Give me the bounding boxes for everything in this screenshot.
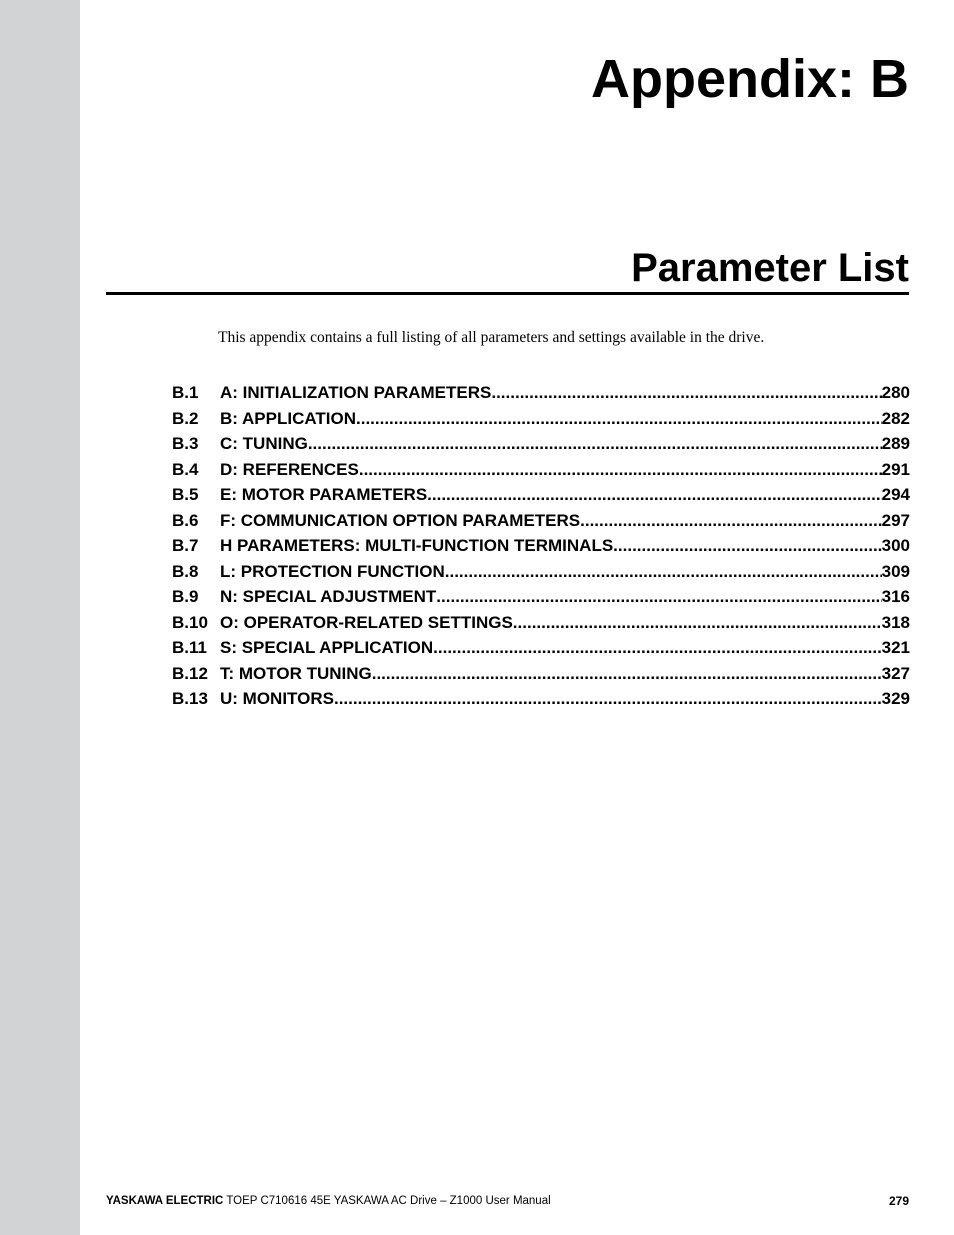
- toc-entry-page: 309: [881, 561, 910, 581]
- side-margin-band: [0, 0, 80, 1235]
- toc-dot-leader: [356, 406, 882, 432]
- toc-entry-page: 316: [881, 587, 910, 606]
- section-title: Parameter List: [631, 246, 909, 290]
- toc-entry[interactable]: [172, 457, 910, 483]
- toc-entry-number: B.11: [172, 638, 207, 657]
- toc-entry-label: C: TUNING: [220, 434, 308, 453]
- footer-page-number: 279: [888, 1194, 909, 1208]
- table-of-contents: [172, 380, 910, 712]
- appendix-title: Appendix: B: [591, 49, 909, 109]
- toc-entry-page: 294: [881, 485, 910, 504]
- toc-dot-leader: [613, 533, 881, 559]
- toc-entry[interactable]: [172, 406, 910, 432]
- toc-entry[interactable]: [172, 482, 910, 508]
- toc-entry-number: B.5: [172, 485, 199, 504]
- toc-entry-label: H PARAMETERS: MULTI-FUNCTION TERMINALS: [220, 536, 614, 555]
- toc-entry[interactable]: [172, 610, 910, 636]
- toc-dot-leader: [427, 482, 881, 508]
- toc-entry-label: E: MOTOR PARAMETERS: [220, 485, 428, 504]
- toc-entry-label: F: COMMUNICATION OPTION PARAMETERS: [220, 510, 581, 530]
- toc-entry-number: B.1: [172, 383, 199, 402]
- toc-entry-label: N: SPECIAL ADJUSTMENT: [220, 587, 437, 606]
- toc-dot-leader: [433, 635, 881, 661]
- intro-paragraph: This appendix contains a full listing of all parameters and settings available in the drive.: [218, 329, 765, 346]
- toc-entry-page: 297: [881, 510, 910, 530]
- toc-entry-page: 321: [881, 638, 910, 657]
- toc-entry-number: B.3: [172, 434, 199, 453]
- toc-entry-number: B.6: [172, 510, 199, 530]
- toc-entry[interactable]: [172, 635, 910, 661]
- toc-entry-label: D: REFERENCES: [220, 459, 359, 479]
- toc-dot-leader: [445, 559, 882, 585]
- toc-entry[interactable]: [172, 559, 910, 585]
- toc-dot-leader: [359, 457, 882, 483]
- toc-dot-leader: [513, 610, 882, 636]
- toc-entry-page: 280: [881, 383, 910, 402]
- toc-entry[interactable]: [172, 661, 910, 687]
- toc-entry-label: A: INITIALIZATION PARAMETERS: [220, 383, 492, 402]
- toc-entry-number: B.4: [172, 459, 199, 479]
- toc-dot-leader: [308, 431, 882, 457]
- footer-brand: YASKAWA ELECTRIC: [106, 1195, 224, 1207]
- toc-dot-leader: [491, 380, 881, 406]
- toc-entry-page: 329: [881, 689, 910, 708]
- title-underline-rule: [106, 292, 909, 295]
- toc-dot-leader: [580, 508, 881, 534]
- toc-entry[interactable]: [172, 431, 910, 457]
- toc-entry-page: 318: [881, 612, 910, 632]
- toc-entry-number: B.2: [172, 408, 199, 428]
- toc-entry-label: O: OPERATOR-RELATED SETTINGS: [220, 612, 513, 632]
- toc-entry[interactable]: [172, 584, 910, 610]
- toc-entry-label: B: APPLICATION: [220, 408, 356, 428]
- footer-manual-info: [106, 1194, 551, 1208]
- toc-entry-label: S: SPECIAL APPLICATION: [220, 638, 434, 657]
- toc-dot-leader: [436, 584, 881, 610]
- toc-entry[interactable]: [172, 686, 910, 712]
- toc-entry-page: 282: [881, 408, 910, 428]
- toc-entry-label: U: MONITORS: [220, 689, 334, 708]
- toc-entry-label: T: MOTOR TUNING: [220, 663, 372, 683]
- toc-entry-page: 291: [881, 459, 910, 479]
- footer-manual-title: TOEP C710616 45E YASKAWA AC Drive – Z1000 User Manual: [226, 1195, 551, 1207]
- toc-entry-label: L: PROTECTION FUNCTION: [220, 561, 445, 581]
- toc-entry-page: 327: [881, 663, 910, 683]
- toc-entry-number: B.10: [172, 612, 208, 632]
- toc-entry-number: B.13: [172, 689, 208, 708]
- toc-entry[interactable]: [172, 380, 910, 406]
- toc-entry-number: B.7: [172, 536, 199, 555]
- toc-entry[interactable]: [172, 508, 910, 534]
- toc-entry-number: B.12: [172, 663, 208, 683]
- toc-entry-page: 289: [881, 434, 910, 453]
- toc-entry[interactable]: [172, 533, 910, 559]
- toc-dot-leader: [334, 686, 882, 712]
- toc-entry-page: 300: [881, 536, 910, 555]
- toc-entry-number: B.8: [172, 561, 199, 581]
- toc-dot-leader: [372, 661, 882, 687]
- toc-entry-number: B.9: [172, 587, 199, 606]
